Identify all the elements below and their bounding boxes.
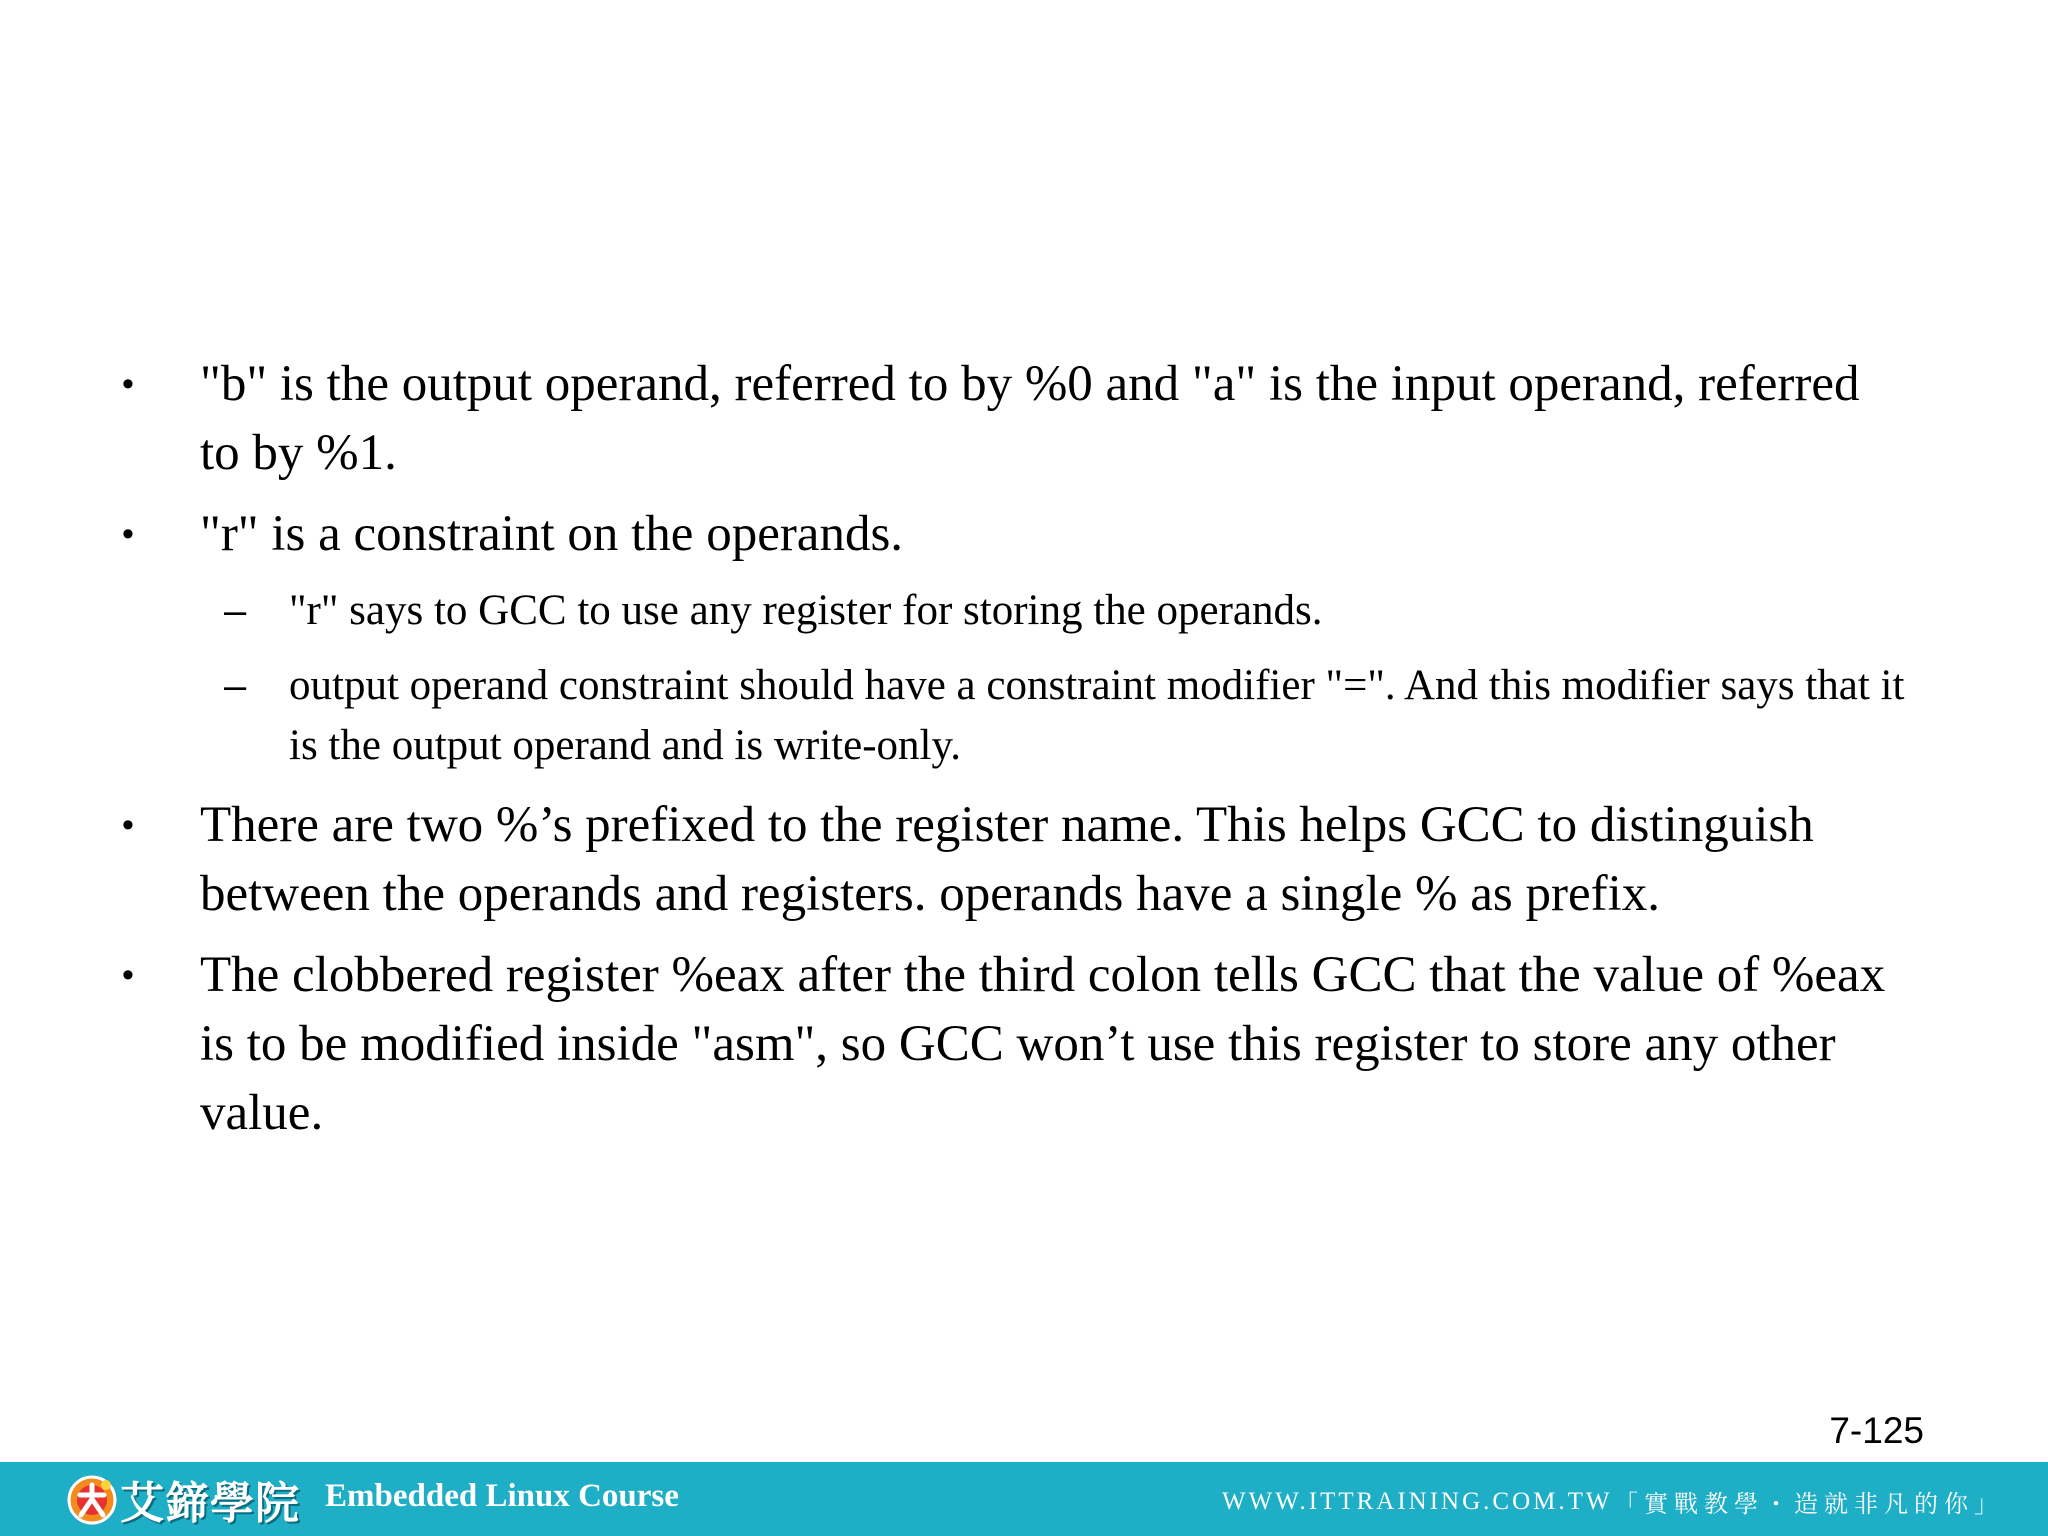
bullet-item [120,350,1910,488]
bullet-item [120,791,1910,929]
slide-body [120,350,1910,1160]
brand-logo [66,1470,300,1528]
bullet-glyph: • [122,806,134,844]
bullet-glyph: • [122,956,134,994]
bullet-glyph: • [122,365,134,403]
sub-bullet-glyph: – [224,589,247,633]
bullet-text: "b" is the output operand, referred to by %0 and "a" is the input operand, referred to by %1. [200,356,1860,481]
website-url: WWW.ITTRAINING.COM.TW [1222,1488,1613,1515]
bullet-text: "r" is a constraint on the operands. [200,506,904,562]
footer-bar [0,1462,2048,1536]
bullet-glyph: • [122,515,134,553]
slogan: 「實戰教學・造就非凡的你」 [1614,1490,2004,1518]
bullet-item [120,500,1910,569]
sub-bullet-item [120,656,1910,776]
bullet-item [120,941,1910,1148]
sub-bullet-text: output operand constraint should have a constraint modifier "=". And this modifier says that it is the output operand and is write-only. [289,662,1905,769]
course-name: Embedded Linux Course [325,1478,679,1514]
bullet-text: The clobbered register %eax after the third colon tells GCC that the value of %eax is to be modified inside "asm", so GCC won’t use this register to store any other value. [200,947,1886,1141]
page-number: 7-125 [1829,1410,1924,1451]
logo-text: 艾鍗學院 [120,1478,300,1529]
sub-bullet-text: "r" says to GCC to use any register for storing the operands. [289,587,1323,634]
logo-icon [66,1473,118,1525]
bullet-text: There are two %’s prefixed to the register name. This helps GCC to distinguish between the operands and registers. operands have a single % as prefix. [200,797,1814,922]
sub-bullet-glyph: – [224,664,247,708]
sub-bullet-item [120,581,1910,641]
sub-bullet-list [120,581,1910,776]
